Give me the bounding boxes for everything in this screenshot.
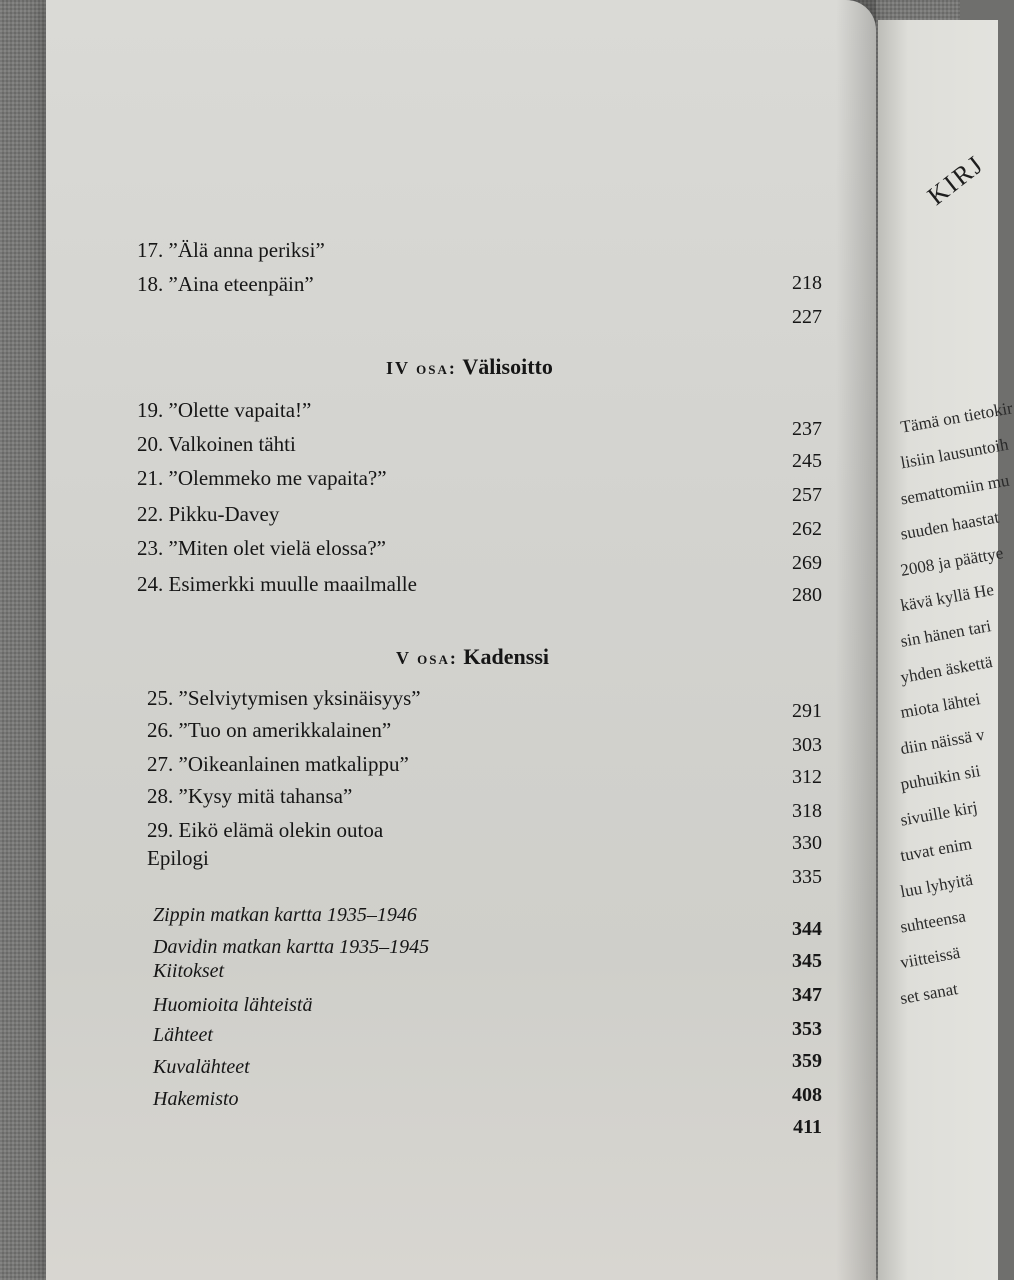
toc-entry-title: Huomioita lähteistä bbox=[153, 994, 313, 1016]
toc-entry bbox=[0, 484, 960, 526]
toc-entry bbox=[0, 800, 960, 842]
right-page-line: suhteensa bbox=[898, 906, 968, 937]
toc-entry bbox=[0, 272, 960, 302]
toc-entry-title: 25. ”Selviytymisen yksinäisyys” bbox=[147, 686, 421, 710]
toc-entry-page: 330 bbox=[792, 832, 822, 854]
toc-entry bbox=[0, 238, 960, 268]
toc-entry bbox=[0, 1116, 960, 1146]
toc-entry-title: Hakemisto bbox=[153, 1088, 239, 1110]
toc-entry bbox=[0, 518, 960, 560]
toc-entry-page: 353 bbox=[792, 1018, 822, 1040]
toc-entry-title: 20. Valkoinen tähti bbox=[137, 432, 296, 456]
toc-entry bbox=[0, 984, 960, 1014]
toc-entry-page: 344 bbox=[792, 918, 822, 940]
toc-entry-title: 19. ”Olette vapaita!” bbox=[137, 398, 312, 422]
right-page-line: Tämä on tietokir bbox=[899, 398, 1014, 437]
right-page-line: semattomiin mu bbox=[899, 470, 1011, 509]
right-page-title: KIRJ bbox=[922, 149, 990, 211]
toc-entry-title: 29. Eikö elämä olekin outoa bbox=[147, 818, 384, 842]
section-name: Välisoitto bbox=[462, 354, 553, 379]
toc-entry bbox=[0, 734, 960, 776]
toc-entry bbox=[0, 950, 960, 980]
toc-entry bbox=[0, 1084, 960, 1114]
toc-entry bbox=[0, 766, 960, 808]
right-page-line: puhuikin sii bbox=[898, 761, 982, 794]
toc-entry-page: 257 bbox=[792, 484, 822, 506]
toc-entry bbox=[0, 306, 960, 336]
toc-entry bbox=[0, 1050, 960, 1080]
toc-entry-page: 318 bbox=[792, 800, 822, 822]
toc-entry-page: 227 bbox=[792, 306, 822, 328]
toc-entry-title: Davidin matkan kartta 1935–1945 bbox=[153, 936, 430, 958]
toc-entry-title: Zippin matkan kartta 1935–1946 bbox=[153, 904, 417, 926]
toc-entry-page: 408 bbox=[792, 1084, 822, 1106]
section-name: Kadenssi bbox=[463, 644, 549, 669]
toc-entry bbox=[0, 1018, 960, 1048]
toc-entry-page: 359 bbox=[792, 1050, 822, 1072]
right-page-line: luu lyhyitä bbox=[898, 869, 975, 902]
toc-entry-page: 347 bbox=[792, 984, 822, 1006]
right-page-line: 2008 ja päättye bbox=[899, 543, 1005, 580]
toc-entry-title: Kuvalähteet bbox=[153, 1056, 250, 1078]
toc-entry bbox=[0, 866, 960, 896]
toc-entry bbox=[0, 450, 960, 490]
toc-entry-title: Lähteet bbox=[153, 1024, 213, 1046]
toc-entry-page: 245 bbox=[792, 450, 822, 472]
toc-entry-page: 291 bbox=[792, 700, 822, 722]
toc-entry-page: 218 bbox=[792, 272, 822, 294]
toc-entry-title: 27. ”Oikeanlainen matkalippu” bbox=[147, 752, 409, 776]
toc-entry-page: 280 bbox=[792, 584, 822, 606]
toc-entry-title: 23. ”Miten olet vielä elossa?” bbox=[137, 536, 386, 560]
toc-entry-page: 303 bbox=[792, 734, 822, 756]
toc-entry-page: 237 bbox=[792, 418, 822, 440]
right-page-line: suuden haastat bbox=[899, 507, 1001, 544]
right-page-line: sivuille kirj bbox=[898, 797, 979, 830]
right-page-line: kävä kyllä He bbox=[898, 579, 996, 616]
toc-entry-page: 262 bbox=[792, 518, 822, 540]
toc-entry-page: 335 bbox=[792, 866, 822, 888]
right-page-line: lisiin lausuntoih bbox=[899, 434, 1010, 473]
right-page-line: sin hänen tari bbox=[898, 616, 993, 651]
toc-entry-title: 28. ”Kysy mitä tahansa” bbox=[147, 784, 353, 808]
toc-entry-title: Kiitokset bbox=[153, 960, 225, 982]
section-heading-iv bbox=[386, 354, 553, 380]
section-heading-v bbox=[396, 644, 549, 670]
right-page-line: set sanat bbox=[898, 979, 960, 1008]
section-label: IV osa: bbox=[386, 358, 457, 378]
toc-entry-title: 21. ”Olemmeko me vapaita?” bbox=[137, 466, 387, 490]
toc-entry-title: 26. ”Tuo on amerikkalainen” bbox=[147, 718, 392, 742]
toc-entry bbox=[0, 700, 960, 742]
right-page-line: viitteissä bbox=[898, 942, 962, 973]
toc-entry-title: Epilogi bbox=[147, 846, 209, 870]
toc-entry-title: 24. Esimerkki muulle maailmalle bbox=[137, 572, 417, 596]
right-page-line: diin näissä v bbox=[898, 724, 986, 759]
toc-entry-title: 18. ”Aina eteenpäin” bbox=[137, 272, 314, 296]
toc-entry bbox=[0, 832, 960, 870]
toc-entry bbox=[0, 418, 960, 456]
right-page-line: yhden äskettä bbox=[898, 652, 994, 687]
right-page-line: tuvat enim bbox=[898, 833, 974, 866]
toc-entry-title: 17. ”Älä anna periksi” bbox=[137, 238, 325, 262]
right-page-line: miota lähtei bbox=[898, 689, 982, 722]
toc-entry-page: 312 bbox=[792, 766, 822, 788]
section-label: V osa: bbox=[396, 648, 458, 668]
toc-entry bbox=[0, 584, 960, 614]
toc-entry-page: 269 bbox=[792, 552, 822, 574]
toc-entry-title: 22. Pikku-Davey bbox=[137, 502, 280, 526]
toc-entry-page: 345 bbox=[792, 950, 822, 972]
toc-entry-page: 411 bbox=[793, 1116, 822, 1138]
